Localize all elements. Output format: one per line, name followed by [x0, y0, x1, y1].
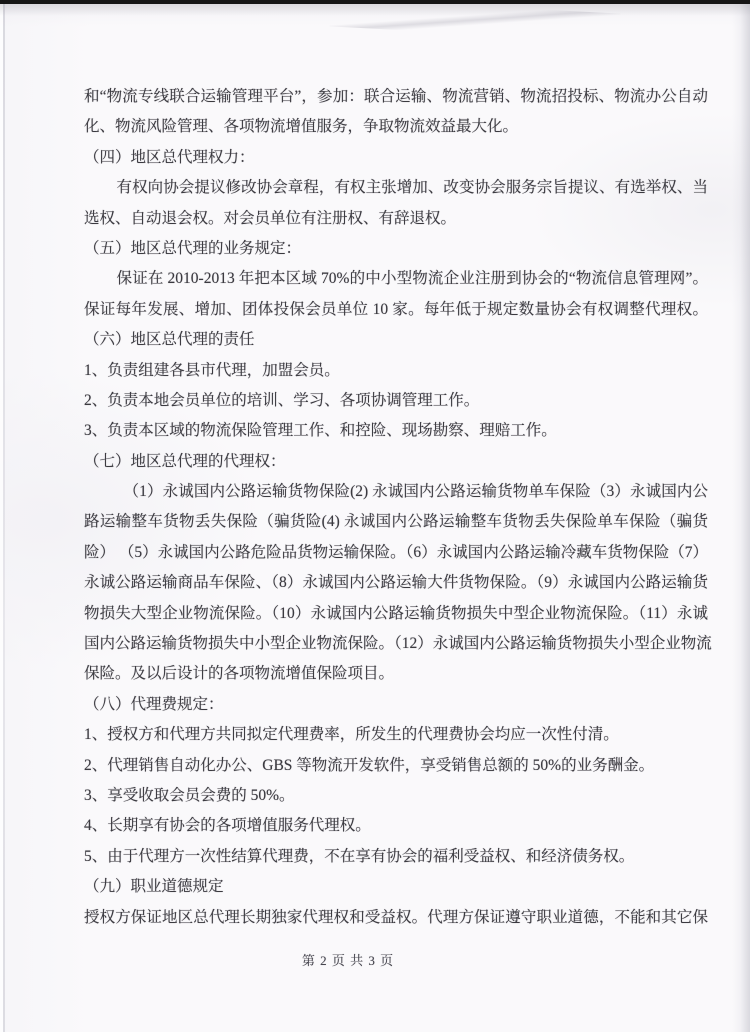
document-line: 物损失大型企业物流保险。（10）永诚国内公路运输货物损失中型企业物流保险。（11）永诚 [84, 604, 708, 622]
document-line: 化、物流风险管理、各项物流增值服务，争取物流效益最大化。 [84, 118, 519, 136]
document-line: （九）职业道德规定 [84, 878, 224, 896]
page-footer [0, 950, 696, 969]
document-line: 有权向协会提议修改协会章程，有权主张增加、改变协会服务宗旨提议、有选举权、当 [116, 179, 708, 197]
scan-right-shadow [732, 0, 750, 1032]
document-line: 2、代理销售自动化办公、GBS 等物流开发软件，享受销售总额的 50%的业务酬金。 [84, 756, 655, 774]
document-line: 国内公路运输货物损失中小型企业物流保险。（12）永诚国内公路运输货物损失小型企业物流 [84, 635, 712, 653]
document-line: 1、负责组建各县市代理，加盟会员。 [84, 361, 340, 379]
document-line: 和“物流专线联合运输管理平台”，参加：联合运输、物流营销、物流招投标、物流办公自动 [84, 88, 708, 105]
document-line: 3、负责本区域的物流保险管理工作、和控险、现场勘察、理赔工作。 [84, 422, 557, 440]
document-line: 永诚公路运输商品车保险、（8）永诚国内公路运输大件货物保险。（9）永诚国内公路运输货 [84, 574, 708, 592]
document-line: 保证在 2010-2013 年把本区域 70%的中小型物流企业注册到协会的“物流信息管理网”。 [116, 270, 708, 288]
document-line: （六）地区总代理的责任 [84, 331, 255, 349]
document-line: 4、长期享有协会的各项增值服务代理权。 [84, 817, 371, 835]
document-line: 5、由于代理方一次性结算代理费，不在享有协会的福利受益权、和经济债务权。 [84, 847, 635, 865]
document-line: 2、负责本地会员单位的培训、学习、各项协调管理工作。 [84, 391, 480, 409]
document-line: （八）代理费规定： [84, 695, 224, 713]
scan-left-seam [3, 0, 5, 1032]
document-line: 险） （5）永诚国内公路危险品货物运输保险。（6）永诚国内公路运输冷藏车货物保险（7） [84, 543, 708, 561]
document-line: 保证每年发展、增加、团体投保会员单位 10 家。每年低于规定数量协会有权调整代理权。 [84, 300, 708, 318]
document-line: 3、享受收取会员会费的 50%。 [84, 786, 295, 804]
page-number: 第 2 页 共 3 页 [301, 953, 395, 968]
document-line: 1、授权方和代理方共同拟定代理费率，所发生的代理费协会均应一次性付清。 [84, 726, 619, 744]
document-line: 选权、自动退会权。对会员单位有注册权、有辞退权。 [84, 209, 457, 227]
document-line: （七）地区总代理的代理权： [84, 452, 286, 470]
document-body [84, 82, 712, 933]
document-line: （五）地区总代理的业务规定： [84, 239, 302, 257]
document-line: （1）永诚国内公路运输货物保险(2) 永诚国内公路运输货物单车保险（3）永诚国内公 [123, 483, 708, 501]
document-line: （四）地区总代理权力： [84, 148, 255, 166]
document-line: 路运输整车货物丢失保险（骗货险(4) 永诚国内公路运输整车货物丢失保险单车保险（骗货 [84, 513, 708, 531]
document-line: 保险。及以后设计的各项物流增值保险项目。 [84, 665, 395, 683]
document-line: 授权方保证地区总代理长期独家代理权和受益权。代理方保证遵守职业道德，不能和其它保 [84, 908, 708, 926]
